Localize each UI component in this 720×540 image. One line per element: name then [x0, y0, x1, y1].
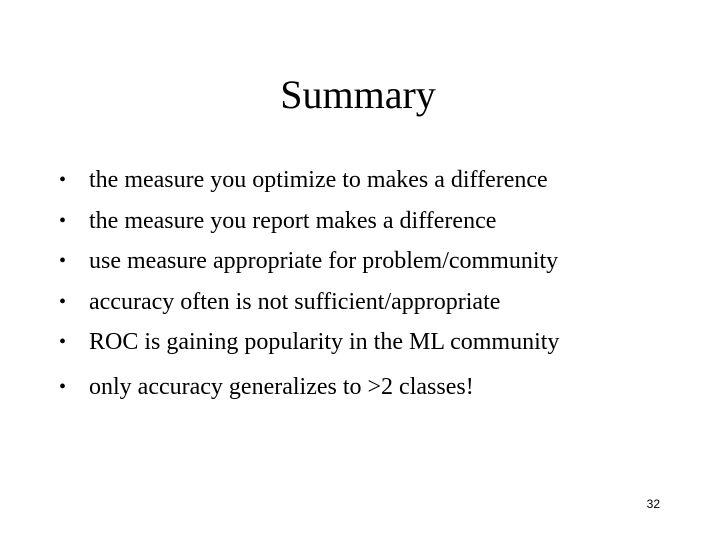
bullet-text: only accuracy generalizes to >2 classes! — [89, 374, 474, 400]
bullet-marker: • — [59, 376, 67, 398]
bullet-item — [55, 241, 695, 282]
bullet-marker: • — [59, 290, 67, 313]
bullet-text: the measure you report makes a difference — [89, 207, 497, 234]
bullet-item — [55, 282, 695, 323]
bullet-marker: • — [59, 250, 67, 273]
bullet-marker: • — [59, 209, 67, 232]
slide-title: Summary — [280, 72, 436, 117]
bullet-list — [55, 160, 695, 363]
bullet-item — [55, 322, 695, 363]
final-bullet-list — [55, 367, 695, 408]
page-number: 32 — [646, 497, 660, 511]
bullet-marker: • — [59, 331, 67, 354]
bullet-text: ROC is gaining popularity in the ML community — [89, 329, 560, 356]
bullet-item — [55, 367, 695, 408]
bullet-text: the measure you optimize to makes a difference — [89, 167, 548, 193]
bullet-item — [55, 160, 695, 201]
bullet-item — [55, 201, 695, 242]
bullet-text: accuracy often is not sufficient/appropriate — [89, 288, 501, 315]
bullet-marker: • — [59, 169, 67, 191]
bullet-text: use measure appropriate for problem/community — [89, 248, 559, 275]
